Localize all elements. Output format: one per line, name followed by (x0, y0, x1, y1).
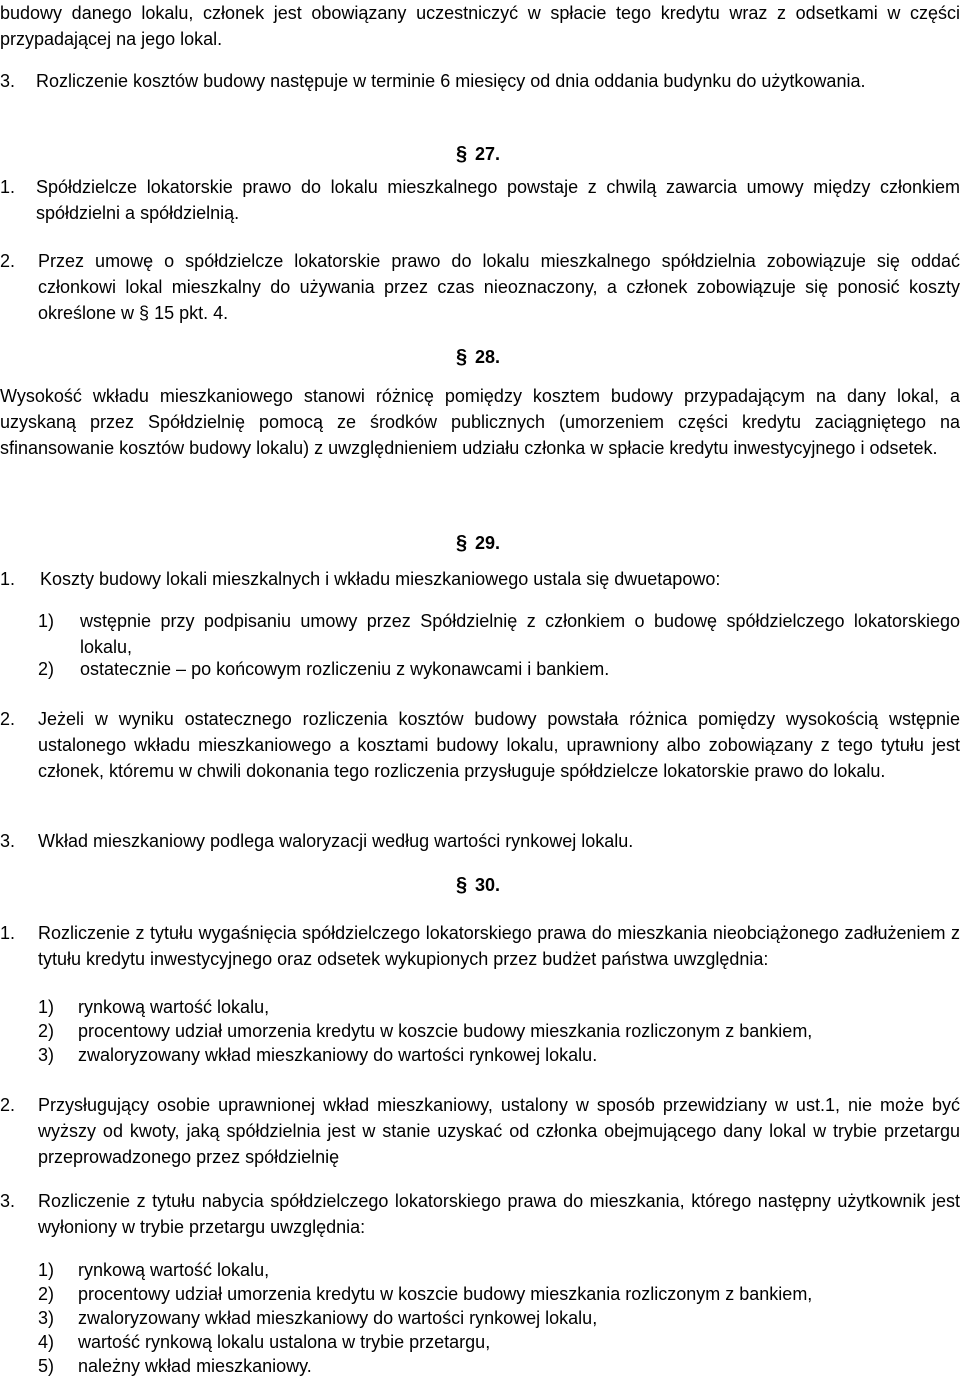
item-number: 4) (38, 1332, 55, 1352)
paragraph-text: Koszty budowy lokali mieszkalnych i wkładu mieszkaniowego ustala się dwuetapowo: (40, 569, 721, 589)
paragraph-text: Rozliczenie z tytułu wygaśnięcia spółdzielczego lokatorskiego prawa do mieszkania nieobciążonego zadłużeniem z tytułu kredytu inwestycyjnego oraz odsetek wykupionych przez budżet państwa uwzględnia: (38, 923, 960, 969)
item-number: 2) (38, 1021, 55, 1041)
item-number: 1) (38, 1260, 55, 1280)
paragraph-text: Rozliczenie z tytułu nabycia spółdzielczego lokatorskiego prawa do mieszkania, którego następny użytkownik jest wyłoniony w trybie przetargu uwzględnia: (38, 1191, 960, 1237)
paragraph-text: Przysługujący osobie uprawnionej wkład mieszkaniowy, ustalony w sposób przewidziany w ust.1, nie może być wyższy od kwoty, jaką spółdzielnia jest w stanie uzyskać od członka obejmującego dany lokal w trybie przetargu przeprowadzonego przez spółdzielnię (38, 1095, 960, 1167)
paragraph-text: Wysokość wkładu mieszkaniowego stanowi różnicę pomiędzy kosztem budowy przypadającym na dany lokal, a uzyskaną przez Spółdzielnię pomocą ze środków publicznych (umorzeniem części kredytu zaciągniętego na sfinansowanie kosztów budowy lokalu) z uwzględnieniem udziału członka w spłacie kredytu inwestycyjnego i odsetek. (0, 386, 960, 458)
item-number: 2) (38, 1284, 55, 1304)
s29-paragraph-3 (0, 828, 960, 854)
paragraph-number: 1. (0, 177, 16, 197)
paragraph-number: 2. (0, 1095, 16, 1115)
s30-paragraph-1 (0, 920, 960, 972)
item-text: zwaloryzowany wkład mieszkaniowy do wartości rynkowej lokalu, (78, 1308, 598, 1328)
item-number: 1) (38, 997, 55, 1017)
s30-p3-item-3 (0, 1305, 960, 1331)
svg-text:§: § (456, 143, 467, 164)
item-text: procentowy udział umorzenia kredytu w koszcie budowy mieszkania rozliczonym z bankiem, (78, 1284, 813, 1304)
item-text: rynkową wartość lokalu, (78, 997, 270, 1017)
s28-paragraph (0, 383, 960, 461)
svg-text:§: § (456, 346, 467, 367)
section-number: 27. (475, 144, 501, 164)
paragraph-number: 2. (0, 251, 16, 271)
section-number: 28. (475, 347, 501, 367)
section-sign-icon (139, 303, 149, 323)
paragraph-text-part: Przez umowę o spółdzielcze lokatorskie prawo do lokalu mieszkalnego spółdzielnia zobowiązuje się oddać członkowi lokal mieszkalny do używania przez czas nieoznaczony, a członek zobowiązuje się ponosić koszty określone w (38, 251, 960, 323)
s29-p1-item-1 (0, 608, 960, 660)
paragraph-text (38, 248, 960, 326)
item-text: zwaloryzowany wkład mieszkaniowy do wartości rynkowej lokalu. (78, 1045, 598, 1065)
section-sign-icon (456, 873, 467, 895)
svg-text:§: § (456, 874, 467, 895)
paragraph-text: budowy danego lokalu, członek jest obowiązany uczestniczyć w spłacie tego kredytu wraz z odsetkami w części przypadającej na jego lokal. (0, 3, 960, 49)
item-text: rynkową wartość lokalu, (78, 1260, 270, 1280)
paragraph-number: 2. (0, 709, 16, 729)
paragraph-text: Spółdzielcze lokatorskie prawo do lokalu mieszkalnego powstaje z chwilą zawarcia umowy między członkiem spółdzielni a spółdzielnią. (36, 177, 960, 223)
section-30-heading (456, 872, 516, 898)
item-number: 2) (38, 659, 55, 679)
s29-paragraph-2 (0, 706, 960, 784)
item-number: 3) (38, 1308, 55, 1328)
s30-p3-item-1 (0, 1257, 960, 1283)
list-item (0, 68, 960, 94)
s30-p3-item-5 (0, 1353, 960, 1379)
paragraph-text-part: 15 pkt. 4. (154, 303, 229, 323)
item-text: procentowy udział umorzenia kredytu w koszcie budowy mieszkania rozliczonym z bankiem, (78, 1021, 813, 1041)
section-29-heading (456, 530, 516, 556)
svg-text:§: § (139, 303, 150, 323)
s29-p1-item-2 (0, 656, 960, 682)
s30-p1-item-2 (0, 1018, 960, 1044)
section-sign-icon (456, 142, 467, 164)
s27-paragraph-1 (0, 174, 960, 226)
item-number: 5) (38, 1356, 55, 1376)
s30-p1-item-1 (0, 994, 960, 1020)
s29-paragraph-1 (0, 566, 960, 592)
s30-p3-item-2 (0, 1281, 960, 1307)
svg-text:§: § (456, 532, 467, 553)
section-number: 30. (475, 875, 501, 895)
section-28-heading (456, 344, 516, 370)
item-text: Rozliczenie kosztów budowy następuje w terminie 6 miesięcy od dnia oddania budynku do użytkowania. (36, 71, 866, 91)
s30-paragraph-2 (0, 1092, 960, 1170)
paragraph-text: Wkład mieszkaniowy podlega waloryzacji według wartości rynkowej lokalu. (38, 831, 634, 851)
section-sign-icon (456, 531, 467, 553)
s27-paragraph-2 (0, 248, 960, 326)
paragraph-number: 3. (0, 1191, 16, 1211)
paragraph-number: 1. (0, 569, 16, 589)
s30-p3-item-4 (0, 1329, 960, 1355)
s30-p1-item-3 (0, 1042, 960, 1068)
item-number: 3) (38, 1045, 55, 1065)
paragraph-number: 1. (0, 923, 16, 943)
paragraph-number: 3. (0, 831, 16, 851)
item-text: wartość rynkową lokalu ustalona w trybie przetargu, (78, 1332, 491, 1352)
section-sign-icon (456, 345, 467, 367)
section-27-heading (456, 141, 516, 167)
section-number: 29. (475, 533, 501, 553)
item-text: wstępnie przy podpisaniu umowy przez Spółdzielnię z członkiem o budowę spółdzielczego lokatorskiego lokalu, (80, 611, 960, 657)
item-text: należny wkład mieszkaniowy. (78, 1356, 312, 1376)
s30-paragraph-3 (0, 1188, 960, 1240)
item-number: 1) (38, 611, 55, 631)
continuation-paragraph (0, 0, 960, 52)
item-number: 3. (0, 71, 16, 91)
item-text: ostatecznie – po końcowym rozliczeniu z wykonawcami i bankiem. (80, 659, 610, 679)
paragraph-text: Jeżeli w wyniku ostatecznego rozliczenia kosztów budowy powstała różnica pomiędzy wysokością wstępnie ustalonego wkładu mieszkaniowego a kosztami budowy lokalu, uprawniony albo zobowiązany z tego tytułu jest członek, któremu w chwili dokonania tego rozliczenia przysługuje spółdzielcze lokatorskie prawo do lokalu. (38, 709, 960, 781)
